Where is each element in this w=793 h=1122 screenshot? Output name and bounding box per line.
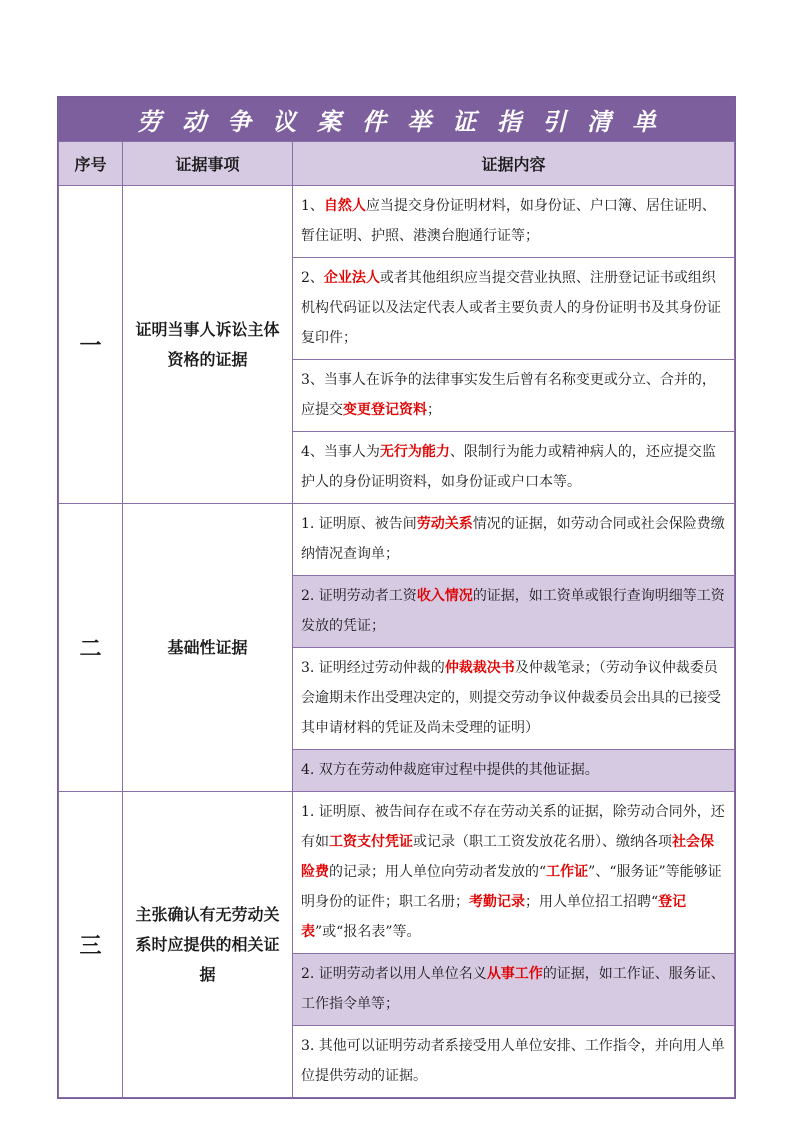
entry-text: 3. 其他可以证明劳动者系接受用人单位安排、工作指令，并向用人单位提供劳动的证据。 — [301, 1038, 725, 1084]
evidence-entry — [293, 750, 734, 791]
entry-text: 情况的证据，如劳动合同或社会保险费缴纳情况查询单； — [301, 516, 725, 562]
highlighted-term: 社会保险费 — [301, 834, 714, 880]
highlighted-term: 登记表 — [301, 894, 687, 940]
entry-text: 2. 证明劳动者工资 — [301, 588, 417, 604]
evidence-entry — [293, 186, 734, 258]
section-number: 三 — [59, 792, 123, 1098]
entry-text: 或记录（职工工资发放花名册）、缴纳各项 — [413, 834, 672, 850]
entry-text: 或者其他组织应当提交营业执照、注册登记证书或组织机构代码证以及法定代表人或者主要负责人的身份证明书及其身份证复印件； — [301, 270, 721, 346]
header-no: 序号 — [59, 142, 123, 186]
entry-text: ； — [427, 402, 441, 418]
highlighted-term: 自然人 — [323, 198, 366, 214]
entry-text: 3. 证明经过劳动仲裁的 — [301, 660, 445, 676]
entry-text: 2. 证明劳动者以用人单位名义 — [301, 966, 487, 982]
highlighted-term: 收入情况 — [416, 588, 473, 604]
evidence-entry — [293, 792, 734, 954]
evidence-entry — [293, 504, 734, 576]
entry-text: 的证据，如工资单或银行查询明细等工资发放的凭证； — [301, 588, 725, 634]
header-content: 证据内容 — [293, 142, 735, 186]
highlighted-term: 企业法人 — [323, 270, 380, 286]
highlighted-term: 劳动关系 — [416, 516, 473, 532]
section-content — [293, 792, 735, 1098]
highlighted-term: 无行为能力 — [379, 444, 450, 460]
entry-text: ”或“报名表”等。 — [315, 924, 421, 940]
evidence-entry — [293, 954, 734, 1026]
evidence-entry — [293, 648, 734, 750]
evidence-entry — [293, 258, 734, 360]
entry-text: 、限制行为能力或精神病人的，还应提交监护人的身份证明资料，如身份证或户口本等。 — [301, 444, 716, 490]
entry-text: 1. 证明原、被告间存在或不存在劳动关系的证据，除劳动合同外，还有如 — [301, 804, 725, 850]
evidence-entry — [293, 360, 734, 432]
table-row — [59, 792, 735, 1098]
table-row — [59, 186, 735, 504]
entry-text: 的证据，如工作证、服务证、工作指令单等； — [301, 966, 725, 1012]
entry-text: 2、 — [301, 270, 324, 286]
section-item: 证明当事人诉讼主体资格的证据 — [123, 186, 293, 504]
section-number: 一 — [59, 186, 123, 504]
highlighted-term: 从事工作 — [486, 966, 543, 982]
entry-text: 的记录；用人单位向劳动者发放的“ — [329, 864, 547, 880]
entry-text: 1. 证明原、被告间 — [301, 516, 417, 532]
entry-text: 及仲裁笔录；（劳动争议仲裁委员会逾期未作出受理决定的，则提交劳动争议仲裁委员会出具的已接受其申请材料的凭证及尚未受理的证明） — [301, 660, 721, 736]
highlighted-term: 仲裁裁决书 — [444, 660, 515, 676]
table-row — [59, 504, 735, 792]
evidence-entry — [293, 432, 734, 503]
highlighted-term: 工作证 — [546, 864, 589, 880]
section-item: 基础性证据 — [123, 504, 293, 792]
highlighted-term: 变更登记资料 — [343, 402, 427, 418]
evidence-entry — [293, 576, 734, 648]
entry-text: 3、当事人在诉争的法律事实发生后曾有名称变更或分立、合并的，应提交 — [301, 372, 716, 418]
table-header-row — [59, 142, 735, 186]
header-item: 证据事项 — [123, 142, 293, 186]
entry-text: 4、当事人为 — [301, 444, 380, 460]
page-title: 劳动争议案件举证指引清单 — [58, 97, 735, 141]
section-content — [293, 504, 735, 792]
section-content — [293, 186, 735, 504]
entry-text: ；用人单位招工招聘“ — [525, 894, 659, 910]
entry-text: ”、“服务证”等能够证明身份的证件；职工名册； — [301, 864, 722, 910]
evidence-table — [58, 141, 735, 1098]
highlighted-term: 工资支付凭证 — [329, 834, 413, 850]
highlighted-term: 考勤记录 — [469, 894, 525, 910]
section-number: 二 — [59, 504, 123, 792]
evidence-guide-sheet — [57, 96, 736, 1099]
entry-text: 1、 — [301, 198, 324, 214]
entry-text: 应当提交身份证明材料，如身份证、户口簿、居住证明、暂住证明、护照、港澳台胞通行证等； — [301, 198, 716, 244]
evidence-entry — [293, 1026, 734, 1097]
entry-text: 4. 双方在劳动仲裁庭审过程中提供的其他证据。 — [301, 762, 599, 778]
section-item: 主张确认有无劳动关系时应提供的相关证据 — [123, 792, 293, 1098]
